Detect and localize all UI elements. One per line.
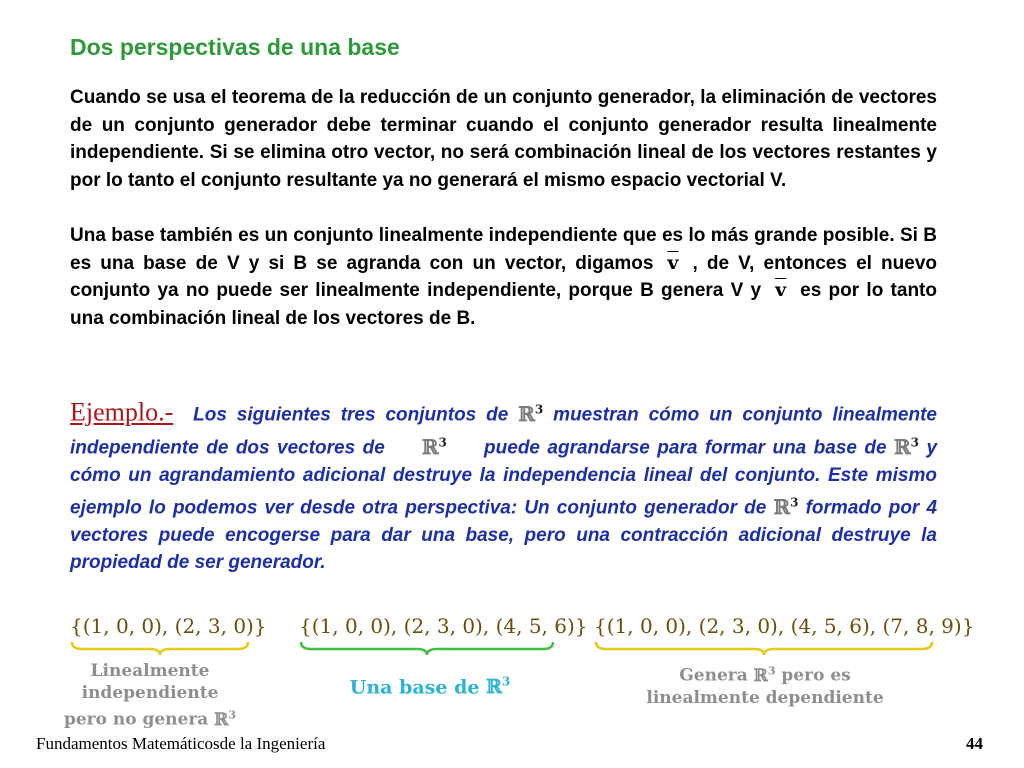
example-text-1: Los siguientes tres conjuntos de — [193, 404, 509, 426]
underbrace-set-1 — [70, 640, 250, 656]
example-text-2: muestran cómo un conjunto linealmente independiente de dos vectores de — [70, 404, 937, 459]
paragraph-reduction-theorem: Cuando se usa el teorema de la reducción de un conjunto generador, la eliminación de vectores de un conjunto generador debe terminar cuando el conjunto generador resulta linealmente independiente. Si se elimina otro vector, no será combinación lineal de los vectores restantes y por lo tanto el conjunto resultante ya no generará el mismo espacio vectorial V. — [70, 87, 937, 191]
caption-basis: Una base de ℝ$^3$ — [349, 675, 511, 699]
p2-text-b: , de V, entonces el nuevo conjunto ya no puede ser linealmente independiente, porque B genera V y — [70, 252, 938, 302]
r3-symbol: ℝ$^3$ — [894, 434, 919, 459]
caption-3-line-2: linealmente dependiente — [646, 687, 884, 708]
set-independent: {(1, 0, 0), (2, 3, 0)} — [70, 614, 267, 638]
r3-symbol: ℝ$^3$ — [486, 675, 511, 699]
set-basis: {(1, 0, 0), (2, 3, 0), (4, 5, 6)} — [299, 614, 588, 638]
caption-1-line-2: pero no genera ℝ$^3$ — [63, 708, 237, 730]
r3-symbol: ℝ$^3$ — [518, 401, 544, 426]
set-dependent: {(1, 0, 0), (2, 3, 0), (4, 5, 6), (7, 8, 9)} — [594, 614, 975, 638]
footer-course-title: Fundamentos Matemáticosde la Ingeniería — [36, 734, 326, 753]
example-paragraph — [70, 396, 937, 576]
r3-symbol: ℝ$^3$ — [753, 664, 776, 686]
r3-symbol: ℝ$^3$ — [421, 434, 447, 459]
vector-v-symbol: $\overline{v}$ — [775, 279, 787, 302]
example-label: Ejemplo.- — [70, 397, 174, 427]
example-text-5: formado por 4 vectores puede encogerse para dar una base, pero una contracción adicional destruye la propiedad de ser generador. — [70, 497, 938, 573]
p2-text-c: es por lo tanto una combinación lineal de los vectores de B. — [70, 280, 937, 329]
example-text-3: puede agrandarse para formar una base de — [484, 437, 887, 459]
caption-independent — [20, 660, 280, 731]
paragraph-base-independence — [70, 222, 937, 332]
caption-dependent — [620, 660, 910, 709]
slide-title: Dos perspectivas de una base — [70, 34, 400, 60]
caption-1-line-1: Linealmente independiente — [81, 661, 219, 703]
underbrace-set-2 — [299, 640, 555, 656]
r3-symbol: ℝ$^3$ — [214, 708, 237, 730]
example-text-4: y cómo un agrandamiento adicional destruye la independencia lineal del conjunto. Este mismo ejemplo lo podemos ver desde otra perspectiva: Un conjunto generador de — [70, 437, 938, 519]
page-number: 44 — [966, 734, 983, 753]
underbrace-set-3 — [594, 640, 934, 656]
caption-3-line-1: Genera ℝ$^3$ pero es — [679, 664, 851, 686]
vector-v-symbol: $\overline{v}$ — [667, 251, 679, 274]
r3-symbol: ℝ$^3$ — [773, 494, 799, 519]
p2-text-a: Una base también es un conjunto linealmente independiente que es lo más grande posible. Si B es una base de V y si B se agranda con un vector, digamos — [70, 225, 937, 274]
